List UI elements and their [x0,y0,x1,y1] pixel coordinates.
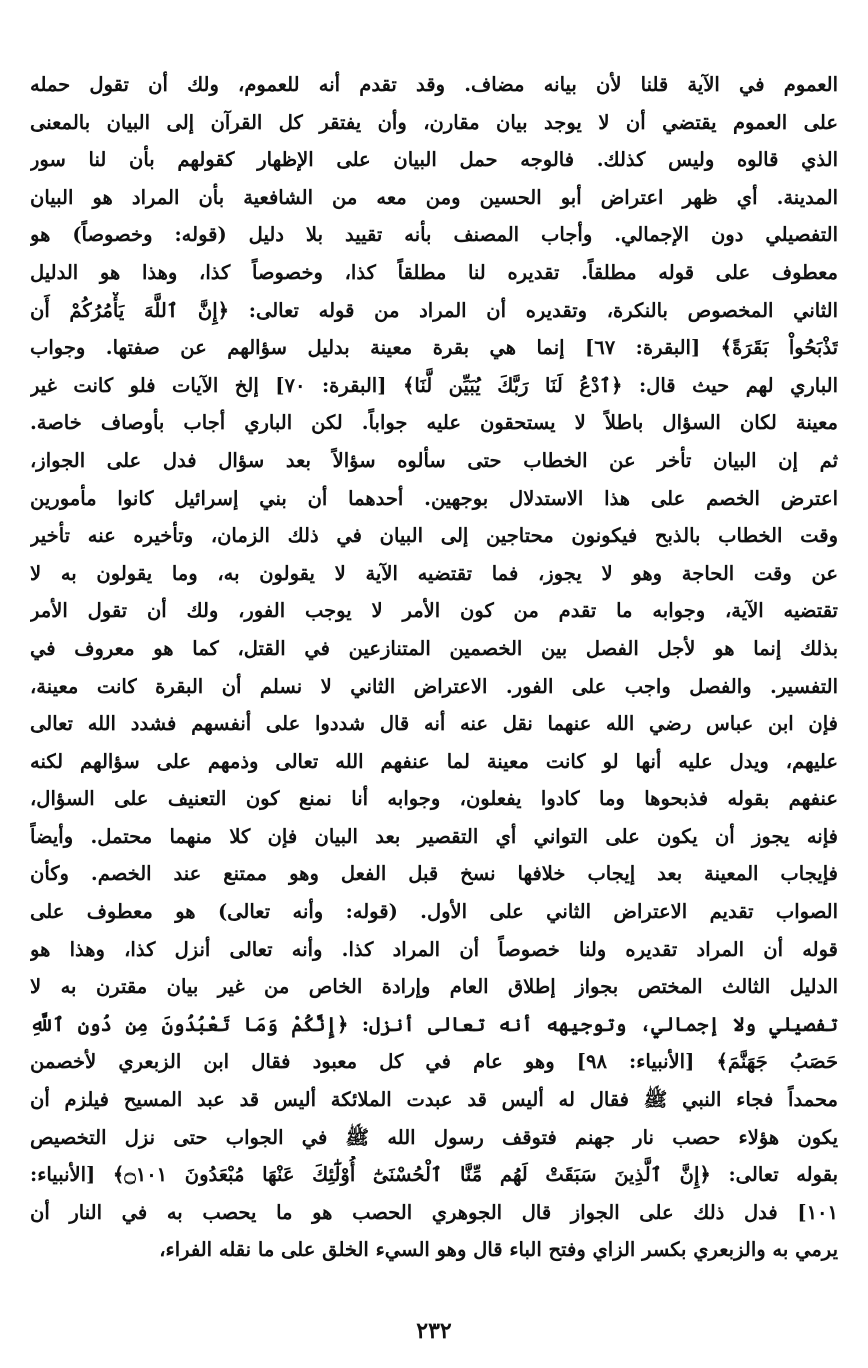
text-line: بذلك إنما هو لأجل الفصل بين الخصمين المتنازعين في القتل، كما هو معروف في [30,636,838,660]
text-line: الذي قالوه وليس كذلك. فالوجه حمل البيان على الإظهار كقولهم بأن لنا سور [30,148,838,172]
text-line: اعترض الخصم على هذا الاستدلال بوجهين. أحدهما أن بني إسرائيل كانوا مأمورين [30,486,838,510]
text-line: التفصيلي دون الإجمالي. وأجاب المصنف بأنه تقييد بلا دليل (قوله: وخصوصاً) هو [30,223,838,247]
text-line: حَصَبُ جَهَنَّمَ﴾ [الأنبياء: ٩٨] وهو عام في كل معبود فقال ابن الزبعري لأخصمن [30,1050,838,1074]
text-line: فإن ابن عباس رضي الله عنهما نقل عنه أنه قال شددوا على أنفسهم فشدد الله تعالى [30,712,838,736]
text-line: التفسير. والفصل واجب على الفور. الاعتراض الثاني لا نسلم أن البقرة كانت معينة، [30,674,838,698]
text-line: معينة لكان السؤال باطلاً لا يستحقون عليه جواباً. لكن الباري أجاب بأوصاف خاصة. [30,411,838,435]
page-body [30,66,838,1316]
text-line: ثم إن البيان تأخر عن الخطاب حتى سألوه سؤالاً بعد سؤال فدل على الجواز، [30,448,838,472]
text-line: المدينة. أي ظهر اعتراض أبو الحسين ومن معه من الشافعية بأن المراد هو البيان [30,185,838,209]
text-line: العموم في الآية قلنا لأن بيانه مضاف. وقد تقدم أنه للعموم، ولك أن تقول حمله [30,73,838,96]
text-line: الدليل الثالث المختص بجواز إطلاق العام وإرادة الخاص من غير بيان مقترن به لا [30,975,838,999]
text-line: الصواب تقديم الاعتراض الثاني على الأول. (قوله: وأنه تعالى) هو معطوف على [30,900,838,924]
text-line: قوله أن المراد تقديره ولنا خصوصاً أن المراد كذا. وأنه تعالى أنزل كذا، وهذا هو [30,937,838,961]
text-line: فإيجاب المعينة بعد إيجاب خلافها نسخ قبل الفعل وهو ممتنع عند الخصم. وكأن [30,862,838,886]
text-line: وقت الخطاب بالذبح فيكونون محتاجين إلى البيان في ذلك الزمان، وتأخيره عنه تأخير [30,524,838,548]
text-line: يرمي به والزبعري بكسر الزاي وفتح الباء قال وهو السيء الخلق على ما نقله الفراء، [159,1238,838,1262]
text-line: تقتضيه الآية، وجوابه ما تقدم من كون الأمر لا يوجب الفور، ولك أن تقول الأمر [30,599,838,623]
text-line: عليهم، ويدل عليه أنها لو كانت معينة لما عنفهم الله تعالى وذمهم على سؤالهم لكنه [30,749,838,773]
text-line: الثاني المخصوص بالنكرة، وتقديره أن المراد من قوله تعالى: ﴿إِنَّ ٱللَّهَ يَأْمُرُكُمْ أَن [30,298,838,322]
text-line: عن وقت الحاجة وهو لا يجوز، فما تقتضيه الآية لا يقولون به، وما يقولون به لا [30,561,838,585]
text-line: الباري لهم حيث قال: ﴿ٱدْعُ لَنَا رَبَّكَ يُبَيِّن لَّنَا﴾ [البقرة: ٧٠] إلخ الآيات فلو كانت غير [30,373,838,397]
text-line: معطوف على قوله مطلقاً. تقديره لنا مطلقاً كذا، وخصوصاً كذا، وهذا هو الدليل [30,260,838,284]
page-number: ٢٣٢ [416,1318,452,1344]
text-line: فإنه يجوز أن يكون على التواني أي التقصير بعد البيان فإن كلا منهما محتمل. وأيضاً [30,824,838,848]
text-line: محمداً فجاء النبي ﷺ فقال له أليس قد عبدت الملائكة أليس قد عبد المسيح فيلزم أن [30,1088,838,1112]
text-line: على العموم يقتضي أن لا يوجد بيان مقارن، وأن يفتقر كل القرآن إلى البيان بالمعنى [30,110,838,134]
text-line: تَذْبَحُواْ بَقَرَةً﴾ [البقرة: ٦٧] إنما هي بقرة معينة بدليل سؤالهم عن صفتها. وجواب [30,336,838,360]
text-line: يكون هؤلاء حصب نار جهنم فتوقف رسول الله ﷺ في الجواب حتى نزل التخصيص [30,1125,838,1149]
text-line: عنفهم بقوله فذبحوها وما كادوا يفعلون، وجوابه أنا نمنع كون التعنيف على السؤال، [30,787,838,811]
text-line: تفصيلي ولا إجمالي، وتوجيهه أنه تعالى أنزل: ﴿إِنَّكُمْ وَمَا تَعْبُدُونَ مِن دُونِ ٱللَّهِ [30,1012,838,1036]
text-line: ١٠١] فدل ذلك على الجواز قال الجوهري الحصب هو ما يحصب به في النار أن [30,1200,838,1224]
text-line: بقوله تعالى: ﴿إِنَّ ٱلَّذِينَ سَبَقَتْ لَهُم مِّنَّا ٱلْحُسْنَىٰٓ أُوْلَٰٓئِكَ عَنْهَا مُبْعَدُونَ ۝١٠١﴾ [الأنبياء: [30,1163,838,1187]
